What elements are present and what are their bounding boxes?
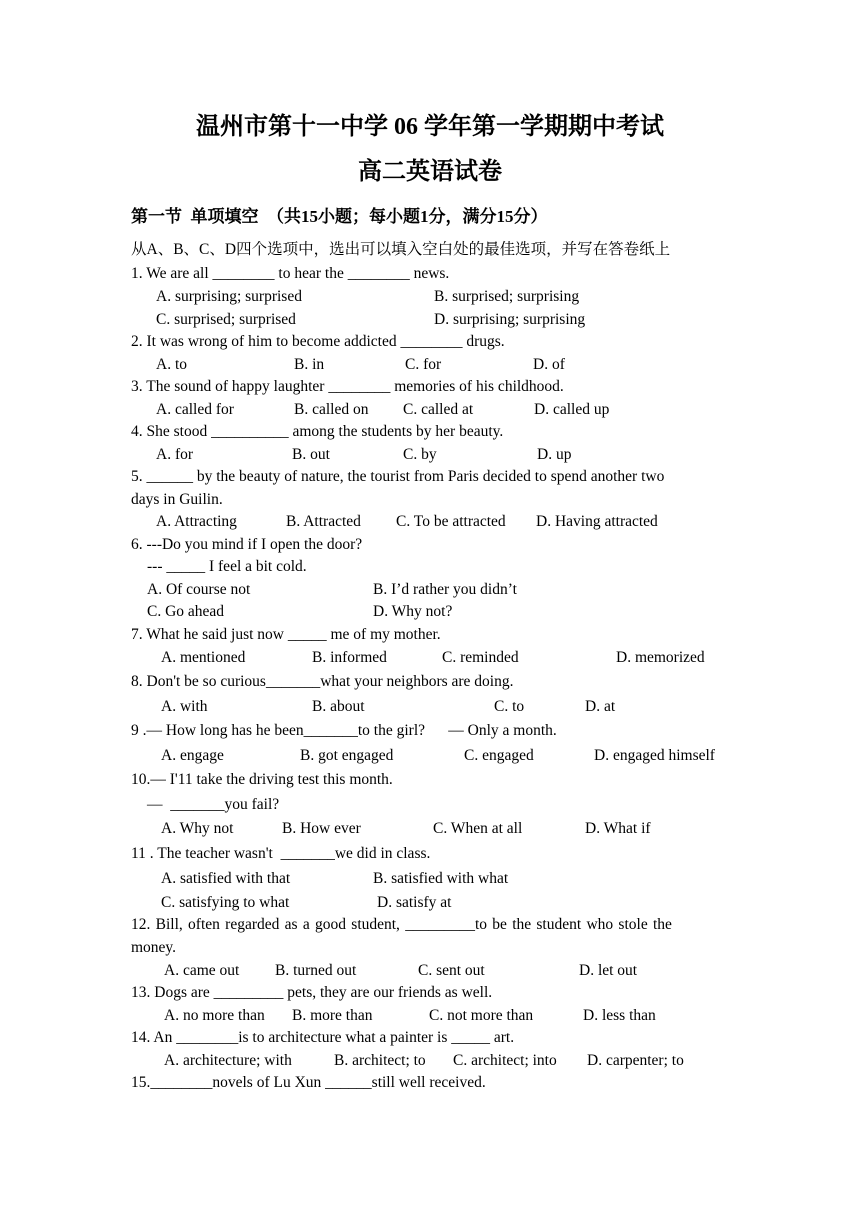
question-11-stem: 11 . The teacher wasn't _______we did in class. — [131, 845, 431, 862]
option-c: C. not more than — [429, 1007, 534, 1024]
blank: ________ — [400, 333, 463, 350]
option-d: D. surprising; surprising — [434, 311, 586, 328]
option-b: B. got engaged — [300, 747, 394, 764]
option-c: C. When at all — [433, 820, 523, 837]
option-b: B. out — [292, 446, 330, 463]
option-a: A. Why not — [161, 820, 234, 837]
option-b: B. How ever — [282, 820, 361, 837]
question-6-stem: 6. ---Do you mind if I open the door? — [131, 536, 363, 553]
blank: _______ — [303, 722, 358, 739]
option-b: B. satisfied with what — [373, 870, 509, 887]
question-7-stem: 7. What he said just now _____ me of my mother. — [131, 626, 441, 643]
option-b: B. in — [294, 356, 325, 373]
blank: ________ — [212, 265, 275, 282]
option-c: C. architect; into — [453, 1052, 557, 1069]
question-6-response: --- _____ I feel a bit cold. — [147, 558, 307, 575]
question-1-stem: 1. We are all ________ to hear the ________ news. — [131, 265, 450, 282]
blank: ________ — [347, 265, 410, 282]
option-b: B. surprised; surprising — [434, 288, 580, 305]
option-d: D. up — [537, 446, 572, 463]
option-d: D. Having attracted — [536, 513, 658, 530]
option-c: C. Go ahead — [147, 603, 225, 620]
option-c: C. to — [494, 698, 525, 715]
question-15-stem: 15.________novels of Lu Xun ______still well received. — [131, 1074, 486, 1091]
exam-subtitle: 高二英语试卷 — [358, 159, 502, 185]
question-10-stem: 10.— I'11 take the driving test this month. — [131, 771, 393, 788]
option-d: D. let out — [579, 962, 638, 979]
option-d: D. less than — [583, 1007, 656, 1024]
question-5-stem-cont: days in Guilin. — [131, 491, 223, 508]
question-12-stem: 12. Bill, often regarded as a good student, _________to be the student who stole the — [131, 916, 672, 933]
option-a: A. engage — [161, 747, 224, 764]
option-d: D. What if — [585, 820, 651, 837]
question-14-stem: 14. An ________is to architecture what a painter is _____ art. — [131, 1029, 515, 1046]
option-d: D. Why not? — [373, 603, 453, 620]
option-a: A. no more than — [164, 1007, 265, 1024]
question-9-stem: 9 .— How long has he been_______to the girl? — Only a month. — [131, 722, 557, 739]
option-b: B. I’d rather you didn’t — [373, 581, 517, 598]
option-c: C. reminded — [442, 649, 519, 666]
option-a: A. Attracting — [156, 513, 237, 530]
question-12-stem-cont: money. — [131, 939, 177, 956]
option-c: C. by — [403, 446, 437, 463]
blank: __________ — [211, 423, 289, 440]
question-3-stem: 3. The sound of happy laughter ________ memories of his childhood. — [131, 378, 564, 395]
option-b: B. called on — [294, 401, 369, 418]
option-c: C. sent out — [418, 962, 485, 979]
option-d: D. satisfy at — [377, 894, 452, 911]
option-a: A. Of course not — [147, 581, 251, 598]
blank: _______ — [280, 845, 335, 862]
question-4-stem: 4. She stood __________ among the students by her beauty. — [131, 423, 504, 440]
option-c: C. surprised; surprised — [156, 311, 296, 328]
option-c: C. for — [405, 356, 442, 373]
option-a: A. mentioned — [161, 649, 246, 666]
option-a: A. architecture; with — [164, 1052, 292, 1069]
option-a: A. to — [156, 356, 187, 373]
option-a: A. called for — [156, 401, 234, 418]
blank: ________ — [328, 378, 391, 395]
section-heading: 第一节 单项填空 （共15小题；每小题1分，满分15分） — [131, 207, 548, 226]
section-instruction: 从A、B、C、D四个选项中，选出可以填入空白处的最佳选项，并写在答卷纸上 — [131, 241, 671, 258]
option-d: D. engaged himself — [594, 747, 715, 764]
option-a: A. satisfied with that — [161, 870, 291, 887]
blank: _______ — [265, 673, 321, 690]
option-c: C. engaged — [464, 747, 534, 764]
option-d: D. at — [585, 698, 616, 715]
option-b: B. more than — [292, 1007, 373, 1024]
option-a: A. with — [161, 698, 208, 715]
option-a: A. came out — [164, 962, 240, 979]
exam-title: 温州市第十一中学 06 学年第一学期期中考试 — [196, 114, 664, 140]
question-2-stem: 2. It was wrong of him to become addicted ________ drugs. — [131, 333, 505, 350]
option-b: B. architect; to — [334, 1052, 426, 1069]
option-d: D. of — [533, 356, 565, 373]
option-d: D. memorized — [616, 649, 705, 666]
option-c: C. To be attracted — [396, 513, 506, 530]
option-d: D. carpenter; to — [587, 1052, 684, 1069]
option-b: B. about — [312, 698, 365, 715]
option-c: C. called at — [403, 401, 474, 418]
option-b: B. turned out — [275, 962, 357, 979]
option-a: A. for — [156, 446, 194, 463]
option-d: D. called up — [534, 401, 610, 418]
question-13-stem: 13. Dogs are _________ pets, they are our friends as well. — [131, 984, 493, 1001]
option-c: C. satisfying to what — [161, 894, 290, 911]
option-b: B. informed — [312, 649, 387, 666]
blank: _______ — [170, 796, 225, 813]
option-a: A. surprising; surprised — [156, 288, 302, 305]
question-5-stem: 5. ______ by the beauty of nature, the tourist from Paris decided to spend another two — [131, 468, 665, 485]
question-10-response: — _______you fail? — [147, 796, 280, 813]
question-8-stem: 8. Don't be so curious_______what your neighbors are doing. — [131, 673, 514, 690]
option-b: B. Attracted — [286, 513, 361, 530]
